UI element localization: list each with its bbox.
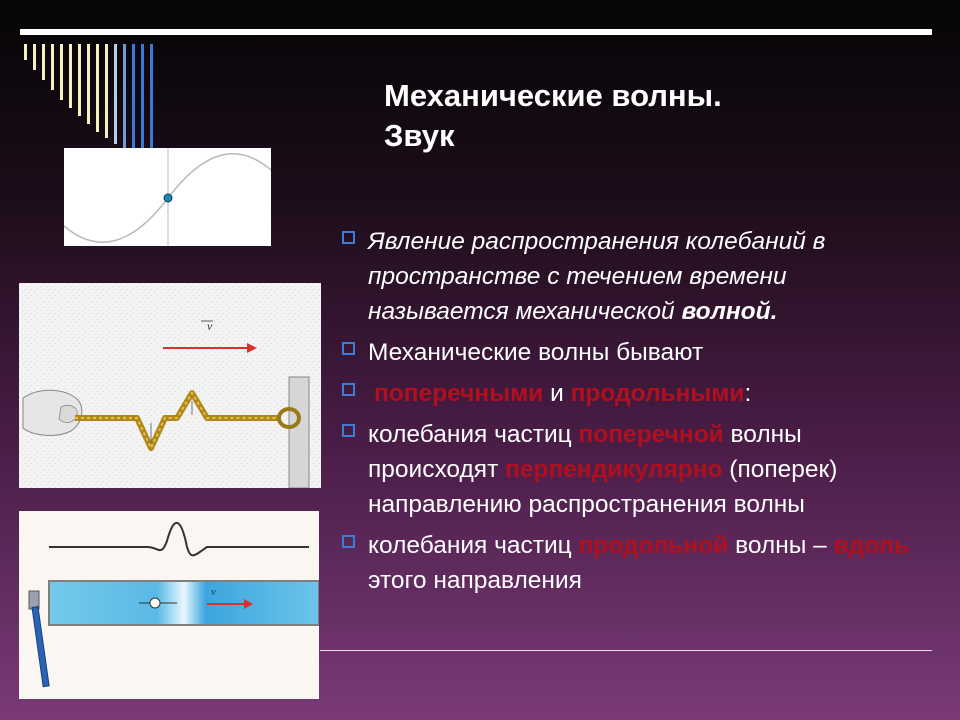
longitudinal-text-c: этого направления	[368, 567, 582, 594]
types-intro-text: Механические волны бывают	[368, 339, 704, 366]
bullet-types	[340, 376, 920, 411]
transverse-text-c: (поперек) направлению распространения волны	[368, 456, 838, 518]
bullet-list	[340, 224, 920, 604]
types-colon: :	[744, 380, 752, 407]
transverse-text-b: волны происходят	[368, 421, 802, 483]
transverse-keyword: поперечной	[578, 421, 724, 448]
bullet-marker	[342, 424, 355, 437]
term-transverse: поперечными	[374, 380, 544, 407]
title-line-1: Механические волны.	[384, 78, 722, 113]
bottom-rule	[320, 650, 932, 651]
bullet-transverse	[340, 417, 920, 522]
bullet-marker	[342, 383, 355, 396]
decorative-stripes	[20, 44, 160, 154]
slide-title	[384, 76, 904, 156]
definition-text: Явление распространения колебаний в пространстве с течением времени называется механической	[368, 228, 826, 325]
bullet-definition	[340, 224, 920, 329]
bullet-marker	[342, 231, 355, 244]
types-conjunction: и	[543, 380, 571, 407]
along-keyword: вдоль	[833, 532, 910, 559]
longitudinal-text-b: волны –	[728, 532, 834, 559]
title-line-2: Звук	[384, 118, 455, 153]
bullet-longitudinal	[340, 528, 920, 598]
tube-wave-figure	[19, 511, 319, 699]
definition-term: волной.	[681, 298, 778, 325]
bullet-types-intro	[340, 335, 920, 370]
longitudinal-text-a: колебания частиц	[368, 532, 579, 559]
bullet-marker	[342, 342, 355, 355]
velocity-label-rope: v	[207, 319, 213, 333]
velocity-label-tube: v	[211, 586, 216, 598]
top-rule	[20, 29, 932, 35]
perpendicular-keyword: перпендикулярно	[505, 456, 723, 483]
rope-wave-figure	[19, 283, 321, 488]
bullet-marker	[342, 535, 355, 548]
sine-wave-figure	[64, 148, 271, 246]
longitudinal-keyword: продольной	[578, 532, 729, 559]
term-longitudinal: продольными	[570, 380, 745, 407]
transverse-text-a: колебания частиц	[368, 421, 579, 448]
